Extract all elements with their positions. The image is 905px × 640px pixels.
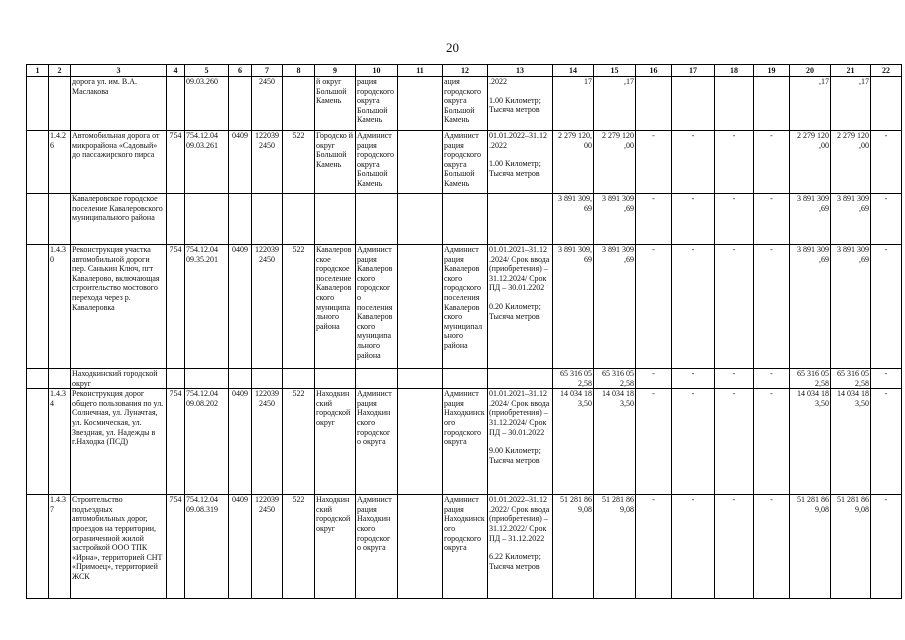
table-cell: 754.12.04 09.35.201 [185, 245, 229, 369]
table-cell [27, 495, 49, 599]
table-cell: - [715, 369, 754, 389]
table-cell [229, 369, 252, 389]
table-cell: - [672, 369, 715, 389]
table-row [27, 245, 902, 369]
table-cell: Админист рация Кавалеров ского городского поселения Кавалеров ского муниципал ьного района [443, 245, 488, 369]
table-cell: 122039 2450 [252, 131, 283, 194]
table-cell: Админист рация Кавалеров ского городског о поселения Кавалеров ского муниципа льного района [356, 245, 398, 369]
capacity-text: 1.00 Километр; Тысяча метров [489, 95, 541, 115]
period-text: 01.01.2021–31.12 .2024/ Срок ввода (приобретения) – 31.12.2024/ Срок ПД – 30.01.2022 [489, 389, 550, 437]
table-cell: - [672, 389, 715, 495]
table-cell: - [871, 369, 902, 389]
table-cell [315, 194, 356, 245]
table-cell [315, 369, 356, 389]
column-header: 15 [594, 65, 636, 77]
table-cell: 3 891 309 ,69 [594, 194, 636, 245]
column-header: 9 [315, 65, 356, 77]
table-cell [185, 194, 229, 245]
table-cell: 754 [167, 389, 185, 495]
table-cell: Городско й округ Большой Камень [315, 131, 356, 194]
table-cell [185, 369, 229, 389]
table-cell: 0409 [229, 495, 252, 599]
table-cell: 14 034 18 3,50 [553, 389, 594, 495]
column-header: 13 [488, 65, 553, 77]
table-cell [283, 77, 315, 131]
table-cell: - [754, 389, 790, 495]
table-cell: 09.03.260 [185, 77, 229, 131]
column-header: 2 [49, 65, 71, 77]
table-cell [398, 194, 443, 245]
table-cell [356, 369, 398, 389]
table-cell: - [754, 495, 790, 599]
table-cell: Находкинский городской округ [71, 369, 167, 389]
table-cell: - [715, 131, 754, 194]
table-cell: 2 279 120 ,00 [594, 131, 636, 194]
table-row [27, 194, 902, 245]
table-cell: 2 279 120 ,00 [790, 131, 831, 194]
table-cell: 122039 2450 [252, 389, 283, 495]
table-cell: дорога ул. им. В.А. Маслакова [71, 77, 167, 131]
table-cell: 3 891 309 ,69 [831, 245, 871, 369]
table-cell: 754.12.04 09.08.319 [185, 495, 229, 599]
table-cell: 0409 [229, 389, 252, 495]
table-cell: Реконструкция дорог общего пользования по ул. Солнечная, ул. Луначтая, ул. Космическая, ул. Звездная, ул. Надежды в г.Находка (ПСД) [71, 389, 167, 495]
table-cell: 17 [553, 77, 594, 131]
table-cell: - [871, 245, 902, 369]
table-cell: 3 891 309 ,69 [790, 194, 831, 245]
table-cell [27, 389, 49, 495]
table-cell [27, 131, 49, 194]
column-header: 6 [229, 65, 252, 77]
table-cell [49, 369, 71, 389]
table-row [27, 131, 902, 194]
column-header: 22 [871, 65, 902, 77]
table-cell: - [754, 131, 790, 194]
page-number: 20 [446, 40, 459, 55]
table-cell: - [871, 495, 902, 599]
table-cell: 522 [283, 495, 315, 599]
table-cell: 65 316 05 2,58 [594, 369, 636, 389]
table-cell [398, 369, 443, 389]
table-cell [672, 77, 715, 131]
table-cell: Находкин ский городской округ [315, 389, 356, 495]
table-cell [283, 369, 315, 389]
table-cell [49, 194, 71, 245]
period-text: 01.01.2022–31.12 .2022/ Срок ввода (приобретения) – 31.12.2022/ Срок ПД – 31.12.2022 [489, 495, 550, 543]
table-cell: 65 316 05 2,58 [831, 369, 871, 389]
table-cell [27, 369, 49, 389]
table-cell: 3 891 309, 69 [553, 245, 594, 369]
table-cell: 0409 [229, 131, 252, 194]
table-cell [49, 77, 71, 131]
table-cell [636, 77, 672, 131]
table-cell: 754.12.04 09.03.261 [185, 131, 229, 194]
table-cell: 65 316 05 2,58 [553, 369, 594, 389]
column-header: 14 [553, 65, 594, 77]
table-cell: 522 [283, 245, 315, 369]
table-cell: Строительство подъездных автомобильных дорог, проездов на территории, ограниченной жилой застройкой ООО ТПК «Ирна», территорией СНТ «Примоец», территорией ЖСК [71, 495, 167, 599]
table-cell: 65 316 05 2,58 [790, 369, 831, 389]
table-cell [252, 369, 283, 389]
investment-table [26, 64, 902, 599]
table-cell: Кавалеровское городское поселение Кавалеровского муниципального района [71, 194, 167, 245]
table-cell [27, 194, 49, 245]
table-cell [27, 245, 49, 369]
capacity-text: 1.00 Километр; Тысяча метров [489, 159, 541, 178]
table-cell: - [636, 389, 672, 495]
table-cell: 2 279 120, 00 [553, 131, 594, 194]
column-header: 7 [252, 65, 283, 77]
column-header: 4 [167, 65, 185, 77]
table-cell [871, 77, 902, 131]
table-cell: - [715, 194, 754, 245]
table-cell: 122039 2450 [252, 245, 283, 369]
table-cell [398, 495, 443, 599]
table-cell: ,17 [831, 77, 871, 131]
column-header: 16 [636, 65, 672, 77]
table-cell: - [754, 194, 790, 245]
table-cell [488, 245, 553, 369]
table-cell: Админист рация городского округа Большой Камень [443, 131, 488, 194]
table-cell: 0409 [229, 245, 252, 369]
table-cell: - [672, 131, 715, 194]
table-cell: 14 034 18 3,50 [594, 389, 636, 495]
table-row [27, 389, 902, 495]
table-cell: - [636, 131, 672, 194]
table-cell [167, 194, 185, 245]
table-cell: - [672, 194, 715, 245]
table-row [27, 77, 902, 131]
capacity-text: 0.20 Километр; Тысяча метров [489, 301, 541, 321]
table-cell [252, 194, 283, 245]
table-cell: 754 [167, 495, 185, 599]
table-cell [398, 77, 443, 131]
table-cell [398, 131, 443, 194]
period-text: 01.01.2022–31.12 .2022 [489, 131, 547, 150]
period-text: .2022 [489, 77, 507, 86]
table-cell: 2450 [252, 77, 283, 131]
table-cell: ация городского округа Большой Камень [443, 77, 488, 131]
table-cell: - [636, 245, 672, 369]
table-cell: - [672, 245, 715, 369]
table-cell [488, 77, 553, 131]
table-cell: 3 891 309 ,69 [831, 194, 871, 245]
table-cell: 14 034 18 3,50 [831, 389, 871, 495]
column-header: 1 [27, 65, 49, 77]
table-cell: 1.4.30 [49, 245, 71, 369]
table-cell: - [754, 369, 790, 389]
column-header: 21 [831, 65, 871, 77]
table-cell: 3 891 309 ,69 [594, 245, 636, 369]
column-header: 20 [790, 65, 831, 77]
column-header: 17 [672, 65, 715, 77]
column-header: 11 [398, 65, 443, 77]
table-cell: - [672, 495, 715, 599]
table-cell: - [871, 194, 902, 245]
column-header: 3 [71, 65, 167, 77]
table-cell [488, 131, 553, 194]
table-cell: 3 891 309, 69 [553, 194, 594, 245]
table-cell: - [715, 245, 754, 369]
table-cell: 51 281 86 9,08 [831, 495, 871, 599]
table-cell: 1.4.34 [49, 389, 71, 495]
table-cell [398, 245, 443, 369]
period-text: 01.01.2021–31.12 .2024/ Срок ввода (приобретения) – 31.12.2024/ Срок ПД – 30.01.2202 [489, 245, 550, 293]
column-header: 8 [283, 65, 315, 77]
table-cell: Админист рация Находкинск ого городского округа [443, 389, 488, 495]
header-row [27, 65, 902, 77]
table-cell [229, 77, 252, 131]
column-header: 18 [715, 65, 754, 77]
table-row [27, 495, 902, 599]
table-cell [356, 194, 398, 245]
table-cell [488, 495, 553, 599]
table-cell: - [715, 389, 754, 495]
table-cell: Кавалеров ское городское поселение Кавалеров ского муниципа льного района [315, 245, 356, 369]
table-cell [754, 77, 790, 131]
table-cell: Админист рация Находкинск ого городского округа [443, 495, 488, 599]
table-cell [398, 389, 443, 495]
table-cell: - [754, 245, 790, 369]
table-cell: - [871, 131, 902, 194]
table-cell: Админист рация городского округа Большой Камень [356, 131, 398, 194]
table-cell [488, 194, 553, 245]
column-header: 12 [443, 65, 488, 77]
table-cell: - [636, 495, 672, 599]
table-cell: 754 [167, 245, 185, 369]
table-cell: Админист рация Находкин ского городског о округа [356, 495, 398, 599]
table-cell [167, 77, 185, 131]
table-cell [27, 77, 49, 131]
table-cell [229, 194, 252, 245]
table-cell: ,17 [790, 77, 831, 131]
table-cell: 754 [167, 131, 185, 194]
table-cell: 754.12.04 09.08.202 [185, 389, 229, 495]
table-cell: Находкин ский городской округ [315, 495, 356, 599]
table-cell [283, 194, 315, 245]
table-cell: 51 281 86 9,08 [594, 495, 636, 599]
table-cell: 1.4.37 [49, 495, 71, 599]
table-row [27, 369, 902, 389]
table-cell: 3 891 309 ,69 [790, 245, 831, 369]
column-header: 19 [754, 65, 790, 77]
table-cell: 2 279 120 ,00 [831, 131, 871, 194]
table-cell: й округ Большой Камень [315, 77, 356, 131]
table-cell: Реконструкция участка автомобильной дороги пер. Санькин Ключ, пгт Кавалерово, включающая строительство мостового перехода через р. Кавалеровка [71, 245, 167, 369]
table-cell: Админист рация Находкин ского городског о округа [356, 389, 398, 495]
table-cell: 122039 2450 [252, 495, 283, 599]
table-cell: 51 281 86 9,08 [553, 495, 594, 599]
table-cell: Автомобильная дорога от микрорайона «Садовый» до пассажирского пирса [71, 131, 167, 194]
table-cell [443, 369, 488, 389]
table-cell: - [871, 389, 902, 495]
table-cell: рация городского округа Большой Камень [356, 77, 398, 131]
table-cell: 14 034 18 3,50 [790, 389, 831, 495]
table-cell: - [636, 194, 672, 245]
table-cell: 522 [283, 131, 315, 194]
column-header: 10 [356, 65, 398, 77]
capacity-text: 9.00 Километр; Тысяча метров [489, 446, 541, 465]
column-header: 5 [185, 65, 229, 77]
table-cell [715, 77, 754, 131]
table-cell [488, 389, 553, 495]
table-cell: 1.4.26 [49, 131, 71, 194]
table-cell [488, 369, 553, 389]
capacity-text: 6.22 Километр; Тысяча метров [489, 552, 541, 571]
table-cell: - [636, 369, 672, 389]
table-cell: 51 281 86 9,08 [790, 495, 831, 599]
table-cell: 522 [283, 389, 315, 495]
table-cell [167, 369, 185, 389]
table-cell [443, 194, 488, 245]
table-cell: - [715, 495, 754, 599]
table-cell: ,17 [594, 77, 636, 131]
